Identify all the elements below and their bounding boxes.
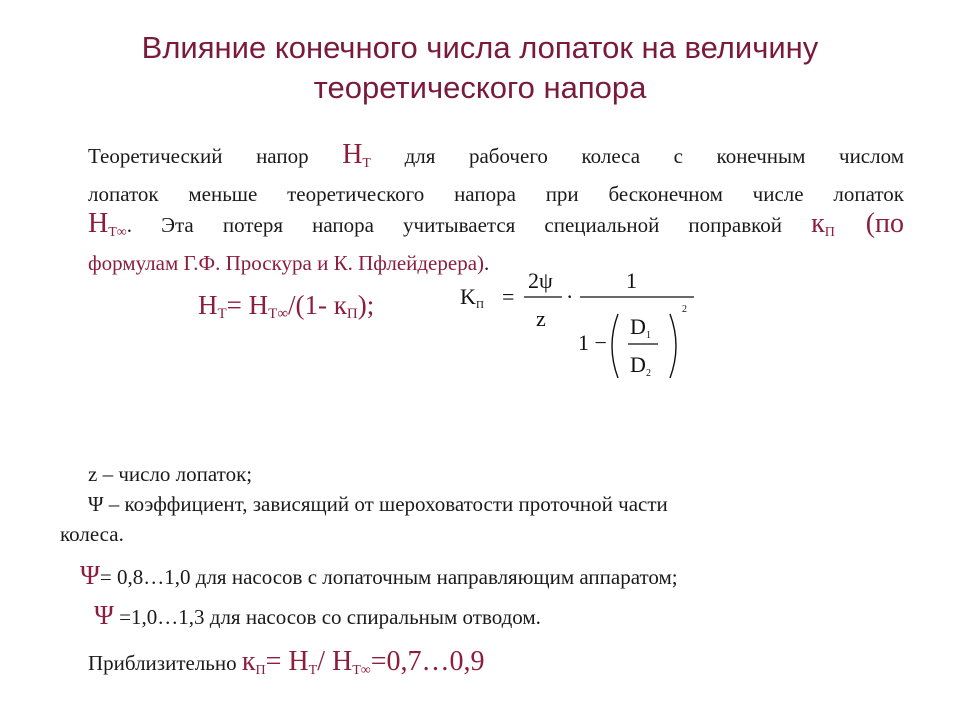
symbol-H: H bbox=[342, 139, 363, 170]
psi-range-text: = 0,8…1,0 для насосов с лопаточным направляющим аппаратом; bbox=[99, 565, 678, 589]
eq-subscript: П bbox=[346, 306, 358, 322]
approximation-line bbox=[88, 646, 485, 679]
correction-formula bbox=[458, 266, 698, 386]
approx-eq: = H bbox=[265, 646, 309, 677]
slide-title bbox=[60, 28, 900, 108]
formula-dot: · bbox=[566, 284, 574, 309]
text-fragment: Теоретический напор bbox=[88, 144, 343, 168]
symbol-k: к bbox=[811, 208, 825, 239]
formula-K-sub: П bbox=[476, 299, 484, 311]
paragraph-line-3 bbox=[88, 209, 904, 248]
formula-K: K bbox=[460, 284, 476, 309]
text-fragment: . bbox=[484, 251, 490, 275]
formula-den1: z bbox=[536, 306, 546, 331]
formula-graphic bbox=[458, 266, 698, 386]
approx-k-sub: П bbox=[255, 663, 266, 678]
formula-num1: 2ψ bbox=[528, 268, 553, 293]
psi-range-2 bbox=[94, 600, 541, 631]
subscript-P: П bbox=[824, 225, 835, 240]
symbol-H-inf: H bbox=[88, 208, 109, 239]
formula-exponent: 2 bbox=[682, 304, 687, 315]
eq-subscript: T bbox=[217, 306, 227, 322]
definition-psi: Ψ – коэффициент, зависящий от шероховатости проточной части bbox=[88, 492, 668, 516]
approx-H-sub: T bbox=[308, 663, 318, 678]
psi-range-text: =1,0…1,3 для насосов со спиральным отводом. bbox=[113, 605, 541, 629]
eq-symbol: ); bbox=[357, 290, 375, 320]
formula-num2: 1 bbox=[626, 268, 637, 293]
approx-k: к bbox=[241, 646, 256, 677]
text-fragment: для рабочего колеса с конечным числом bbox=[370, 144, 904, 168]
subscript-T: T bbox=[362, 156, 371, 171]
approx-value: =0,7…0,9 bbox=[370, 646, 485, 677]
eq-symbol: /(1- к bbox=[288, 290, 347, 320]
text-fragment: формулам Г.Ф. Проскура и К. Пфлейдерера) bbox=[88, 251, 485, 275]
head-equation bbox=[198, 290, 374, 323]
approx-slash: / H bbox=[317, 646, 353, 677]
definition-z: z – число лопаток; bbox=[88, 462, 253, 486]
title-line-1: Влияние конечного числа лопаток на величину bbox=[141, 30, 819, 65]
eq-subscript: T∞ bbox=[268, 306, 289, 322]
psi-symbol: Ψ bbox=[80, 560, 100, 590]
left-paren bbox=[612, 314, 618, 378]
intro-paragraph bbox=[88, 140, 904, 278]
formula-one-minus: 1 − bbox=[578, 330, 607, 355]
formula-equals: = bbox=[502, 284, 515, 309]
eq-symbol: = H bbox=[226, 290, 269, 320]
approx-label: Приблизительно bbox=[88, 651, 242, 675]
formula-D1: D bbox=[630, 314, 646, 339]
psi-symbol: Ψ bbox=[94, 600, 114, 630]
text-fragment: . Эта потеря напора учитывается специальной поправкой bbox=[126, 213, 812, 237]
text-fragment: (по bbox=[834, 208, 905, 239]
formula-D2: D bbox=[630, 352, 646, 377]
formula-D2-sub: 2 bbox=[646, 368, 651, 379]
eq-symbol: H bbox=[198, 290, 218, 320]
paragraph-line-1 bbox=[88, 140, 904, 179]
paragraph-line-2: лопаток меньше теоретического напора при бесконечном числе лопаток bbox=[88, 182, 904, 206]
subscript-T-inf: T∞ bbox=[108, 225, 127, 240]
right-paren bbox=[670, 314, 676, 378]
psi-range-1 bbox=[80, 560, 678, 591]
formula-D1-sub: 1 bbox=[646, 330, 651, 341]
approx-Hinf-sub: T∞ bbox=[352, 663, 371, 678]
definition-psi-cont: колеса. bbox=[60, 522, 124, 546]
title-line-2: теоретического напора bbox=[313, 70, 647, 105]
